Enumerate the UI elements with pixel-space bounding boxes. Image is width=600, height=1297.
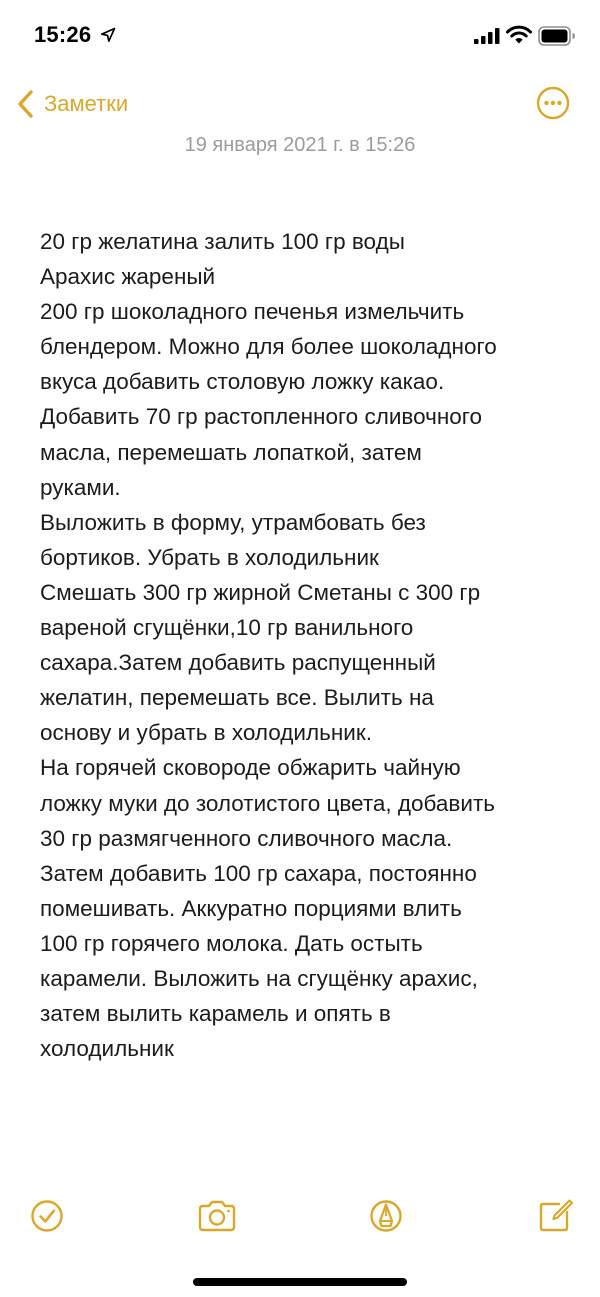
note-line: 100 гр горячего молока. Дать остыть	[40, 930, 423, 956]
checklist-button[interactable]	[27, 1194, 67, 1238]
note-line: руками.	[40, 474, 121, 500]
note-line: Арахис жареный	[40, 264, 216, 290]
more-options-icon[interactable]	[536, 86, 570, 120]
note-line: Смешать 300 гр жирной Сметаны с 300 гр	[40, 579, 481, 605]
cellular-signal-icon	[474, 28, 500, 44]
note-line: затем вылить карамель и опять в	[40, 1001, 391, 1027]
note-line: Затем добавить 100 гр сахара, постоянно	[40, 860, 477, 886]
bottom-toolbar	[0, 1194, 600, 1244]
note-line: На горячей сковороде обжарить чайную	[40, 755, 461, 781]
note-line: Добавить 70 гр растопленного сливочного	[40, 404, 483, 430]
chevron-left-icon	[16, 89, 36, 119]
compose-button[interactable]	[535, 1194, 575, 1238]
camera-button[interactable]	[196, 1194, 238, 1238]
battery-icon	[538, 26, 576, 46]
note-line: помешивать. Аккуратно порциями влить	[40, 895, 462, 921]
markup-icon	[366, 1194, 406, 1238]
markup-button[interactable]	[366, 1194, 406, 1238]
note-line: вкуса добавить столовую ложку какао.	[40, 369, 445, 395]
location-arrow-icon	[100, 27, 116, 43]
compose-icon	[535, 1194, 575, 1238]
note-line: желатин, перемешать все. Вылить на	[40, 685, 434, 711]
note-body[interactable]	[40, 224, 560, 1066]
note-line: блендером. Можно для более шоколадного	[40, 334, 497, 360]
checklist-icon	[27, 1194, 67, 1238]
note-line: масла, перемешать лопаткой, затем	[40, 439, 422, 465]
status-bar	[0, 0, 600, 70]
note-line: Выложить в форму, утрамбовать без	[40, 509, 426, 535]
note-line: 20 гр желатина залить 100 гр воды	[40, 229, 405, 254]
note-line: 200 гр шоколадного печенья измельчить	[40, 299, 465, 325]
note-line: ложку муки до золотистого цвета, добавить	[40, 790, 495, 816]
note-line: 30 гр размягченного сливочного масла.	[40, 825, 453, 851]
note-date: 19 января 2021 г. в 15:26	[184, 134, 416, 156]
note-line: сахара.Затем добавить распущенный	[40, 650, 436, 676]
camera-icon	[196, 1194, 238, 1238]
note-line: основу и убрать в холодильник.	[40, 720, 372, 746]
back-button-label: Заметки	[44, 91, 129, 116]
home-indicator	[193, 1278, 407, 1286]
note-line: холодильник	[40, 1036, 174, 1062]
back-to-notes-button[interactable]	[16, 86, 128, 122]
navigation-bar	[0, 80, 600, 130]
wifi-icon	[506, 25, 532, 45]
note-line: карамели. Выложить на сгущёнку арахис,	[40, 965, 478, 991]
note-line: вареной сгущёнки,10 гр ванильного	[40, 615, 414, 641]
status-time: 15:26	[34, 22, 92, 47]
note-line: бортиков. Убрать в холодильник	[40, 544, 379, 570]
